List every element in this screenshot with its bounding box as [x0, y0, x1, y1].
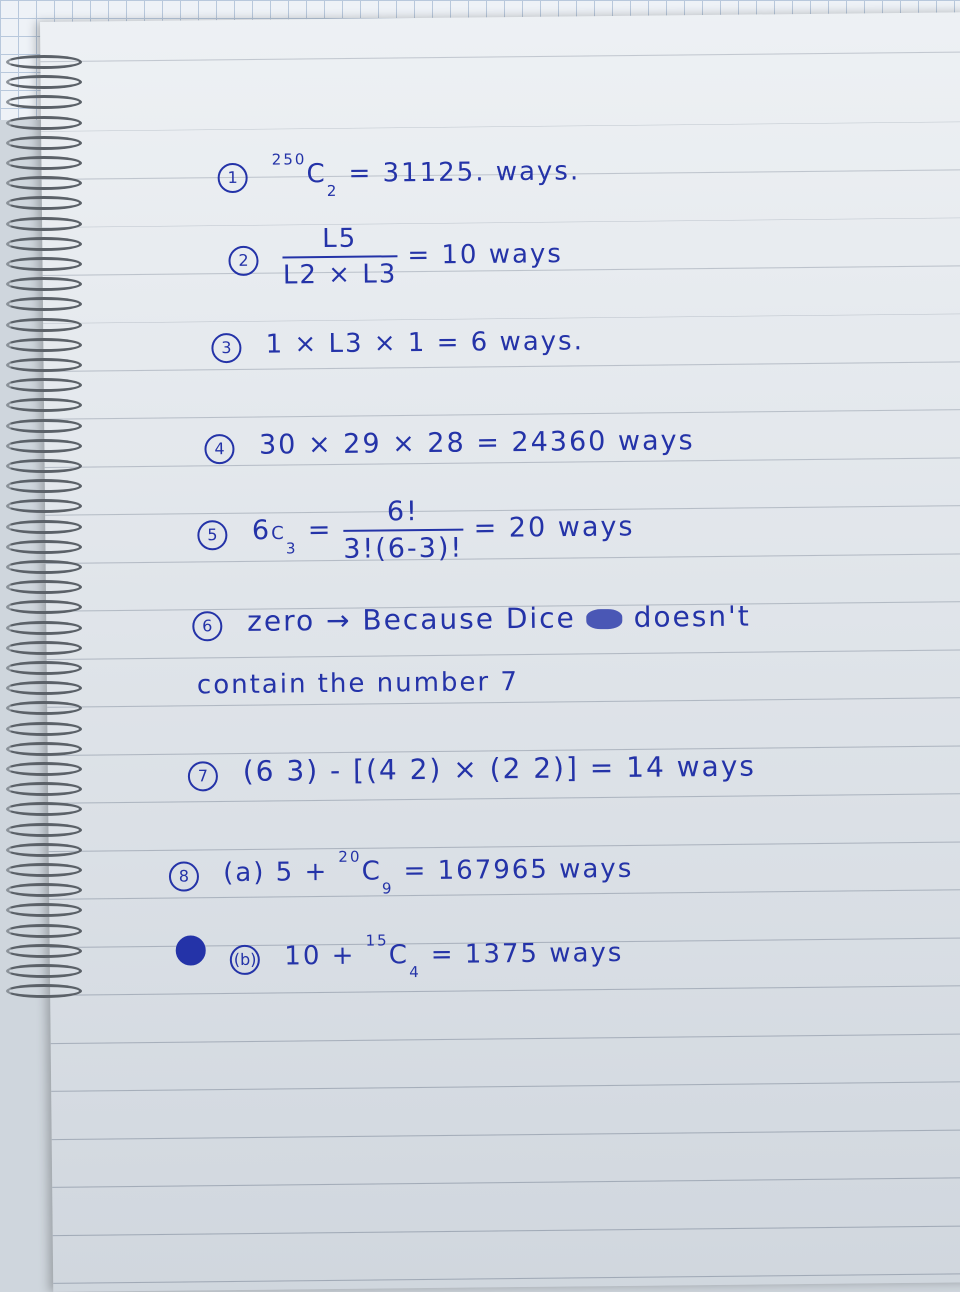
answer-text: = 20 ways — [473, 511, 635, 544]
spiral-ring — [6, 95, 82, 109]
spiral-ring — [6, 297, 82, 311]
answer-text: contain the number 7 — [196, 667, 520, 701]
answer-1 — [217, 150, 581, 201]
fraction-denominator: 3!(6-3)! — [343, 532, 464, 565]
answer-7 — [188, 750, 756, 792]
spiral-ring — [6, 277, 82, 291]
answer-6 — [192, 600, 751, 642]
spiral-ring — [6, 136, 82, 150]
scribbled-number-icon — [176, 935, 206, 965]
spiral-ring — [6, 641, 82, 655]
answer-text: 30 × 29 × 28 = 24360 ways — [258, 425, 695, 461]
combination-n: 15 — [365, 931, 389, 950]
spiral-ring — [6, 863, 82, 877]
question-number: 2 — [228, 245, 258, 275]
combination-r: 2 — [326, 181, 339, 201]
spiral-ring — [6, 499, 82, 513]
spiral-ring — [6, 217, 82, 231]
spiral-ring — [6, 55, 82, 69]
question-number: 5 — [197, 520, 227, 550]
spiral-ring — [6, 802, 82, 816]
lead-term: 5 + — [275, 857, 329, 888]
answer-8a — [169, 847, 634, 898]
spiral-ring — [6, 661, 82, 675]
spiral-ring — [6, 762, 82, 776]
spiral-ring — [6, 156, 82, 170]
combination-c: C — [306, 159, 327, 190]
spiral-ring — [6, 883, 82, 897]
combination-r: 3 — [285, 538, 298, 557]
spiral-ring — [6, 459, 82, 473]
spiral-ring — [6, 701, 82, 715]
part-label: (a) — [223, 857, 266, 889]
spiral-ring — [6, 621, 82, 635]
spiral-ring — [6, 196, 82, 210]
spiral-ring — [6, 944, 82, 958]
combination-r: 9 — [381, 879, 394, 898]
answer-4 — [204, 425, 695, 464]
spiral-ring — [6, 176, 82, 190]
question-number: 7 — [188, 761, 218, 791]
answer-text: 1 × L3 × 1 = 6 ways. — [265, 326, 585, 360]
answer-text-part1: zero → Because Dice — [247, 601, 576, 638]
answer-text: = 1375 ways — [430, 937, 624, 970]
spiral-ring — [6, 984, 82, 998]
spiral-ring — [6, 722, 82, 736]
combination-n: 250 — [271, 150, 307, 169]
spiral-ring — [6, 580, 82, 594]
answer-3 — [211, 326, 584, 363]
spiral-ring — [6, 560, 82, 574]
answer-text: = 10 ways — [407, 239, 564, 271]
answer-text-part2: doesn't — [633, 599, 751, 634]
spiral-ring — [6, 964, 82, 978]
combination-n: 6 — [251, 515, 272, 547]
spiral-ring — [6, 924, 82, 938]
spiral-ring — [6, 419, 82, 433]
fraction — [343, 496, 464, 565]
spiral-ring — [6, 843, 82, 857]
spiral-ring — [6, 398, 82, 412]
combination-r: 4 — [409, 963, 421, 982]
spiral-ring — [6, 903, 82, 917]
spiral-ring — [6, 479, 82, 493]
combination-c: C — [388, 940, 410, 971]
question-number: 1 — [217, 163, 247, 193]
spiral-ring — [6, 439, 82, 453]
spiral-ring — [6, 338, 82, 352]
spiral-ring — [6, 237, 82, 251]
fraction-denominator: L2 × L3 — [282, 259, 398, 291]
spiral-ring — [6, 742, 82, 756]
answer-text: (6 3) - [(4 2) × (2 2)] = 14 ways — [242, 749, 757, 788]
notebook-page — [40, 12, 960, 1292]
fraction-numerator: L5 — [282, 223, 397, 258]
spiral-ring — [6, 358, 82, 372]
spiral-ring — [6, 318, 82, 332]
answer-5: 5 $6C_3$ = $\frac{6!}{3!(6-3)!}$ = 20 ways — [197, 494, 635, 567]
spiral-ring — [6, 257, 82, 271]
question-number: 3 — [211, 333, 241, 363]
spiral-ring — [6, 681, 82, 695]
spiral-ring — [6, 75, 82, 89]
answer-2 — [228, 222, 563, 291]
combination-c: C — [361, 856, 382, 887]
fraction — [282, 223, 397, 290]
answer-text: = 167965 ways — [403, 853, 634, 887]
lead-term: 10 + — [284, 940, 356, 972]
spiral-ring — [6, 520, 82, 534]
question-number: 6 — [192, 611, 222, 641]
spiral-ring — [6, 378, 82, 392]
spiral-ring — [6, 782, 82, 796]
answer-8b — [176, 931, 624, 982]
crossed-out-scribble — [587, 609, 623, 629]
spiral-binding — [0, 55, 90, 1015]
equals: = — [307, 514, 333, 546]
part-label: (b) — [230, 945, 260, 975]
question-number: 4 — [204, 434, 234, 464]
fraction-numerator: 6! — [343, 496, 463, 532]
answer-6-continued — [197, 667, 519, 700]
spiral-ring — [6, 823, 82, 837]
spiral-ring — [6, 540, 82, 554]
combination-n: 20 — [338, 847, 362, 866]
spiral-ring — [6, 600, 82, 614]
question-number: 8 — [169, 861, 199, 891]
spiral-ring — [6, 116, 82, 130]
answer-text: = 31125. ways. — [348, 156, 581, 189]
